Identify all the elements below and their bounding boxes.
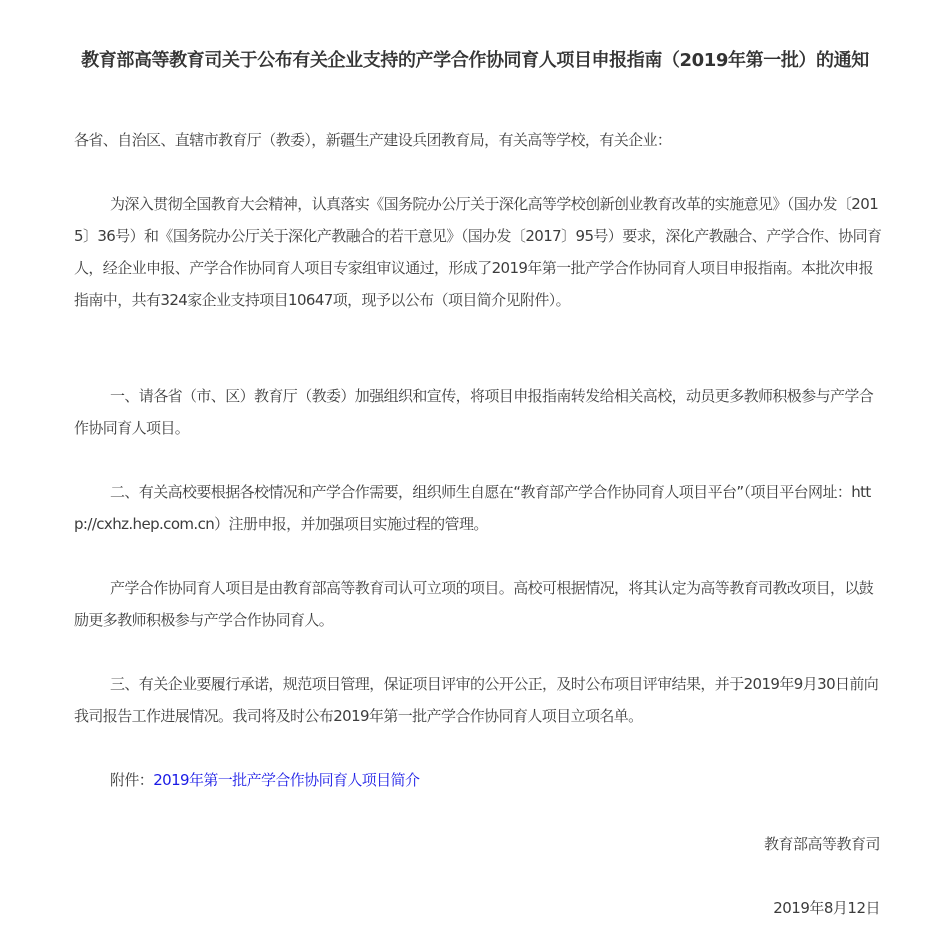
paragraph-intro: 为深入贯彻全国教育大会精神，认真落实《国务院办公厅关于深化高等学校创新创业教育改革的实施意见》（国办发〔2015〕36号）和《国务院办公厅关于深化产教融合的若干意见》（国办发〔2017〕95号）要求，深化产教融合、产学合作、协同育人，经企业申报、产学合作协同育人项目专家组审议通过，形成了2019年第一批产学合作协同育人项目申报指南。本批次申报指南中，共有324家企业支持项目10647项，现予以公布（项目简介见附件）。	[74, 195, 882, 309]
paragraph-item-one: 一、请各省（市、区）教育厅（教委）加强组织和宣传，将项目申报指南转发给相关高校，动员更多教师积极参与产学合作协同育人项目。	[74, 387, 874, 437]
attachment-link[interactable]: 2019年第一批产学合作协同育人项目简介	[153, 771, 420, 789]
attachment-label: 附件：	[110, 771, 154, 789]
salutation: 各省、自治区、直辖市教育厅（教委），新疆生产建设兵团教育局，有关高等学校，有关企业：	[74, 131, 672, 149]
signature: 教育部高等教育司	[763, 835, 880, 853]
paragraph-recognition: 产学合作协同育人项目是由教育部高等教育司认可立项的项目。高校可根据情况，将其认定为高等教育司教改项目，以鼓励更多教师积极参与产学合作协同育人。	[74, 579, 874, 629]
document-date: 2019年8月12日	[773, 899, 880, 917]
attachment-line	[74, 764, 882, 796]
paragraph-item-two: 二、有关高校要根据各校情况和产学合作需要，组织师生自愿在“教育部产学合作协同育人项目平台”（项目平台网址：http://cxhz.hep.com.cn）注册申报，并加强项目实施过程的管理。	[74, 483, 871, 533]
paragraph-item-three: 三、有关企业要履行承诺，规范项目管理，保证项目评审的公开公正，及时公布项目评审结果，并于2019年9月30日前向我司报告工作进展情况。我司将及时公布2019年第一批产学合作协同育人项目立项名单。	[74, 675, 879, 725]
document-title: 教育部高等教育司关于公布有关企业支持的产学合作协同育人项目申报指南（2019年第一批）的通知	[81, 50, 869, 71]
